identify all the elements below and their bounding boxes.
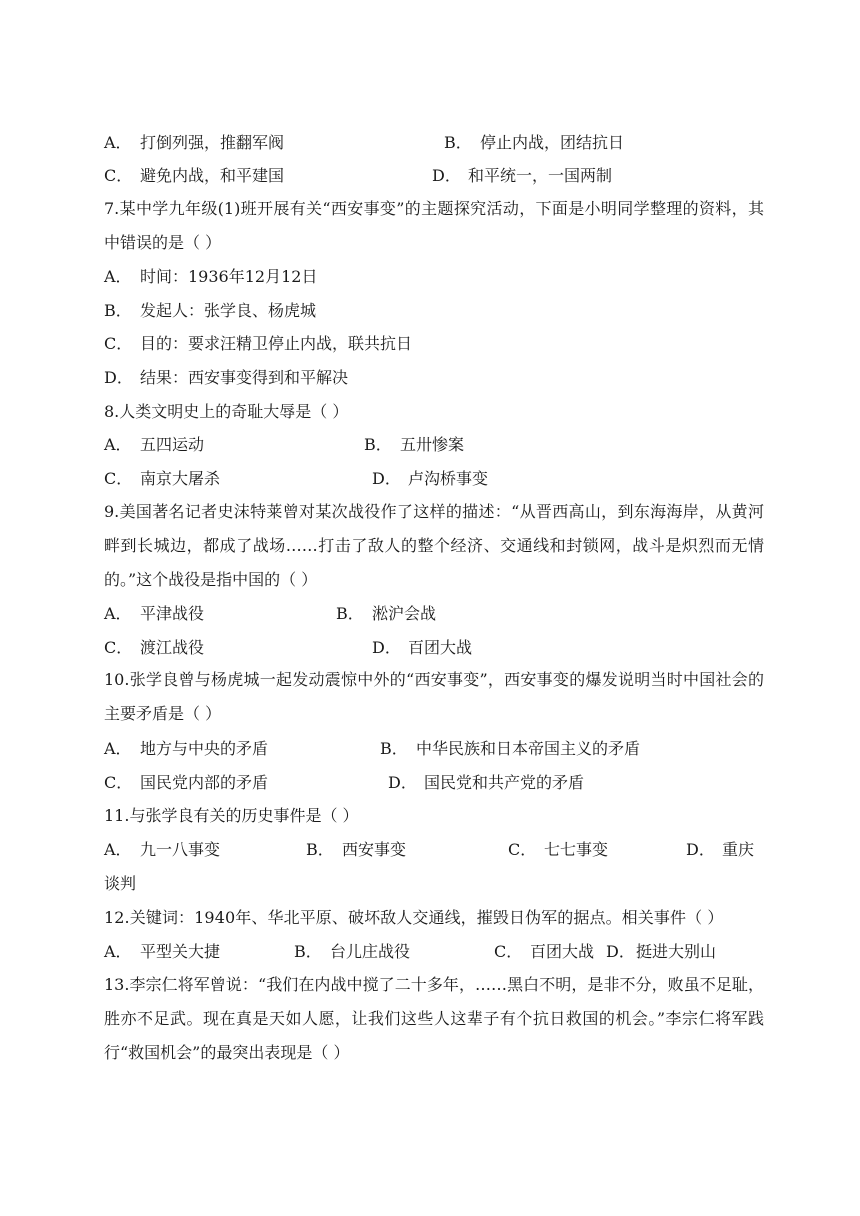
option-letter: D．	[372, 469, 401, 488]
option-letter: B．	[336, 604, 364, 623]
q10-option-c	[104, 773, 268, 793]
option-letter: B．	[444, 133, 472, 152]
option-text: 避免内战，和平建国	[140, 166, 285, 185]
option-letter: C．	[104, 469, 133, 488]
option-letter: A．	[104, 133, 132, 152]
q12-option-c	[494, 942, 594, 962]
q9-stem: 9.美国著名记者史沫特莱曾对某次战役作了这样的描述：“从晋西高山，到东海海岸，从黄河畔到长城边，都成了战场……打击了敌人的整个经济、交通线和封锁网，战斗是炽烈而无情的。”这个战役是指中国的（ ）	[104, 502, 764, 589]
q11-option-c	[508, 840, 608, 860]
option-text: 淞沪会战	[372, 604, 437, 623]
option-text: 台儿庄战役	[330, 942, 411, 961]
option-letter: A．	[104, 739, 132, 758]
q11-option-d-wrap: 谈判	[104, 874, 137, 893]
option-text: 国民党内部的矛盾	[140, 773, 269, 792]
option-letter: D．	[104, 368, 133, 387]
option-text: 五四运动	[140, 435, 205, 454]
q11-option-a	[104, 840, 220, 860]
q8-option-c	[104, 469, 220, 489]
option-text: 国民党和共产党的矛盾	[424, 773, 585, 792]
q10-option-b	[380, 739, 640, 759]
q7-option-c	[104, 334, 412, 354]
option-letter: A．	[104, 267, 132, 286]
q10-option-d	[388, 773, 584, 793]
option-letter: C．	[104, 166, 133, 185]
q8-option-a	[104, 435, 204, 455]
option-text: 结果：西安事变得到和平解决	[140, 368, 349, 387]
q7-option-b	[104, 301, 316, 321]
option-text: 五卅惨案	[400, 435, 465, 454]
q8-option-d	[372, 469, 488, 489]
q6-option-c	[104, 166, 284, 186]
option-text: 挺进大别山	[636, 942, 717, 961]
option-letter: D．	[606, 942, 635, 961]
option-text: 平津战役	[140, 604, 205, 623]
q6-option-b	[444, 133, 624, 153]
option-text: 中华民族和日本帝国主义的矛盾	[416, 739, 641, 758]
q12-stem: 12.关键词：1940年、华北平原、破坏敌人交通线，摧毁日伪军的据点。相关事件（ ）	[104, 908, 724, 927]
option-letter: A．	[104, 840, 132, 859]
option-text: 目的：要求汪精卫停止内战，联共抗日	[140, 334, 413, 353]
option-letter: C．	[494, 942, 523, 961]
q7-stem: 7.某中学九年级(1)班开展有关“西安事变”的主题探究活动，下面是小明同学整理的资料，其中错误的是（ ）	[104, 199, 764, 252]
option-text: 地方与中央的矛盾	[140, 739, 269, 758]
option-letter: B．	[104, 301, 132, 320]
option-letter: A．	[104, 604, 132, 623]
option-letter: A．	[104, 942, 132, 961]
option-letter: B．	[380, 739, 408, 758]
q12-option-d	[606, 942, 716, 962]
q9-option-a	[104, 604, 204, 624]
option-letter: D．	[432, 166, 461, 185]
option-letter: B．	[306, 840, 334, 859]
option-letter: D．	[372, 638, 401, 657]
q7-option-d	[104, 368, 348, 388]
option-letter: C．	[104, 638, 133, 657]
q11-option-b	[306, 840, 406, 860]
option-text: 重庆	[722, 840, 755, 859]
option-letter: A．	[104, 435, 132, 454]
q10-option-a	[104, 739, 268, 759]
q9-option-d	[372, 638, 472, 658]
q6-option-a	[104, 133, 284, 153]
q7-option-a	[104, 267, 317, 287]
q12-option-b	[294, 942, 410, 962]
q11-option-d	[686, 840, 754, 860]
q12-option-a	[104, 942, 220, 962]
option-letter: C．	[508, 840, 537, 859]
option-text: 时间：1936年12月12日	[140, 267, 318, 286]
option-text: 西安事变	[342, 840, 407, 859]
option-text: 渡江战役	[140, 638, 205, 657]
option-text: 发起人：张学良、杨虎城	[140, 301, 317, 320]
option-text: 平型关大捷	[140, 942, 221, 961]
option-text: 南京大屠杀	[140, 469, 221, 488]
option-letter: C．	[104, 334, 133, 353]
option-text: 百团大战	[408, 638, 473, 657]
q8-option-b	[364, 435, 464, 455]
option-letter: B．	[364, 435, 392, 454]
q10-stem: 10.张学良曾与杨虎城一起发动震惊中外的“西安事变”，西安事变的爆发说明当时中国社会的主要矛盾是（ ）	[104, 670, 764, 723]
q6-option-d	[432, 166, 612, 186]
option-text: 七七事变	[544, 840, 609, 859]
option-letter: C．	[104, 773, 133, 792]
option-text: 打倒列强，推翻军阀	[140, 133, 285, 152]
q13-stem: 13.李宗仁将军曾说：“我们在内战中搅了二十多年，……黑白不明，是非不分，败虽不足耻，胜亦不足武。现在真是天如人愿，让我们这些人这辈子有个抗日救国的机会。”李宗仁将军践行“救国机会”的最突出表现是（ ）	[104, 975, 764, 1062]
option-text: 九一八事变	[140, 840, 221, 859]
q9-option-b	[336, 604, 436, 624]
option-text: 百团大战	[530, 942, 595, 961]
q9-option-c	[104, 638, 204, 658]
q11-stem: 11.与张学良有关的历史事件是（ ）	[104, 806, 359, 825]
option-letter: B．	[294, 942, 322, 961]
q8-stem: 8.人类文明史上的奇耻大辱是（ ）	[104, 402, 349, 421]
option-text: 停止内战，团结抗日	[480, 133, 625, 152]
option-text: 和平统一，一国两制	[468, 166, 613, 185]
option-text: 卢沟桥事变	[408, 469, 489, 488]
option-letter: D．	[686, 840, 715, 859]
option-letter: D．	[388, 773, 417, 792]
